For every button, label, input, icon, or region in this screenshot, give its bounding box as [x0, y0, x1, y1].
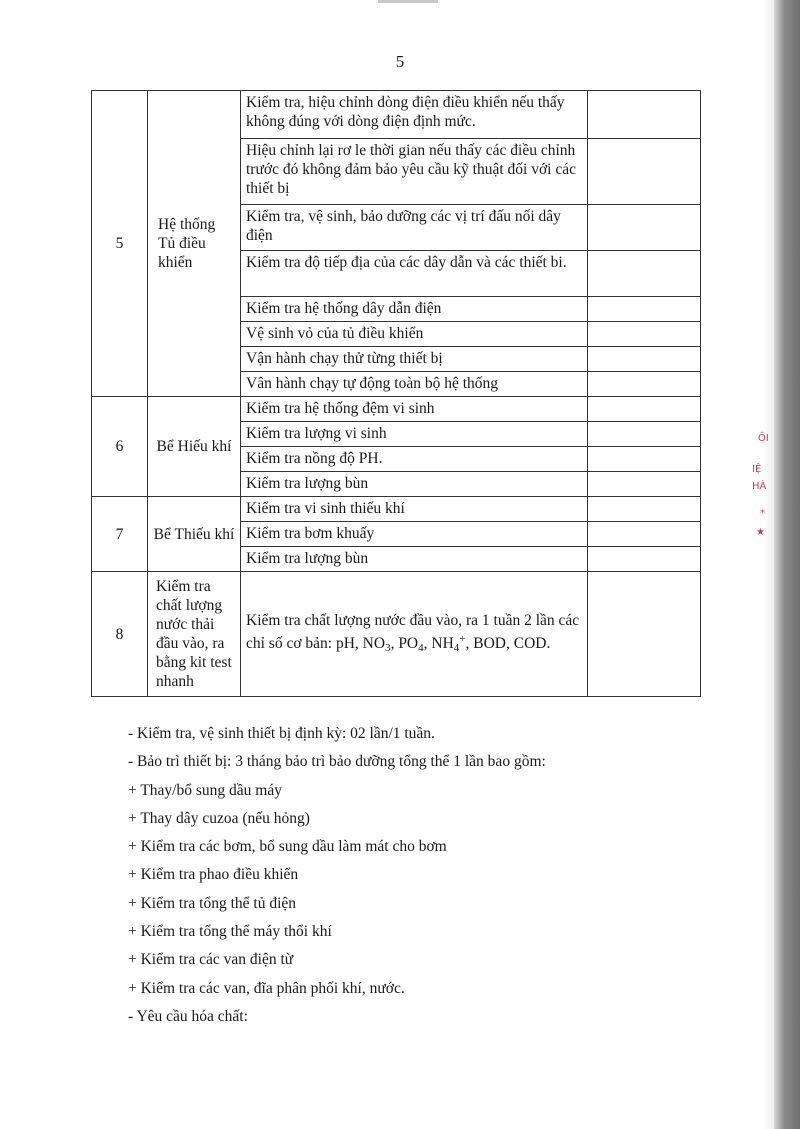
- note-line: - Bảo trì thiết bị: 3 tháng bảo trì bảo dưỡng tổng thể 1 lần bao gồm:: [128, 753, 546, 771]
- blank-cell: [588, 522, 701, 547]
- blank-cell: [588, 297, 701, 322]
- note-line: + Kiểm tra các bơm, bổ sung dầu làm mát cho bơm: [128, 838, 447, 856]
- subscript: 4: [453, 641, 460, 654]
- task-text: , PO: [390, 634, 419, 652]
- red-stamp-fragment: [752, 420, 774, 570]
- note-line: + Thay dây cuzoa (nếu hỏng): [128, 809, 310, 827]
- stamp-text: *: [760, 508, 765, 519]
- task-cell: Kiểm tra độ tiếp địa của các dây dẫn và các thiết bi.: [241, 251, 588, 297]
- note-line: + Kiểm tra các van điện từ: [128, 951, 294, 969]
- task-cell: Kiểm tra hệ thống đệm vi sinh: [241, 397, 588, 422]
- scan-top-mark: [378, 0, 438, 3]
- task-cell: Vệ sinh vỏ của tủ điều khiển: [241, 322, 588, 347]
- blank-cell: [588, 322, 701, 347]
- blank-cell: [588, 547, 701, 572]
- task-cell: Vận hành chạy thử từng thiết bị: [241, 347, 588, 372]
- task-cell: Kiểm tra lượng bùn: [241, 472, 588, 497]
- superscript: +: [459, 632, 466, 645]
- task-cell: Kiểm tra vi sinh thiếu khí: [241, 497, 588, 522]
- blank-cell: [588, 422, 701, 447]
- note-line: + Thay/bổ sung dầu máy: [128, 781, 282, 799]
- task-text: , BOD, COD.: [465, 634, 551, 652]
- note-line: - Yêu cầu hóa chất:: [128, 1007, 248, 1025]
- table-row: [92, 572, 701, 697]
- task-cell: Kiểm tra, hiệu chỉnh dòng điện điều khiển nếu thấy không đúng với dòng điện định mức.: [241, 91, 588, 139]
- blank-cell: [588, 497, 701, 522]
- subscript: 4: [418, 641, 424, 654]
- task-cell: Kiểm tra nồng độ PH.: [241, 447, 588, 472]
- task-text: , NH: [423, 634, 454, 652]
- blank-cell: [588, 347, 701, 372]
- row-number: 5: [92, 91, 148, 397]
- blank-cell: [588, 447, 701, 472]
- page-number: 5: [395, 52, 405, 71]
- blank-cell: [588, 205, 701, 251]
- stamp-star-icon: ★: [756, 527, 765, 538]
- subscript: 3: [385, 641, 391, 654]
- note-line: + Kiểm tra các van, đĩa phân phối khí, nước.: [128, 979, 405, 997]
- task-cell: Kiểm tra, vệ sinh, bảo dưỡng các vị trí đấu nối dây điện: [241, 205, 588, 251]
- row-number: 6: [92, 397, 148, 497]
- system-name: Kiểm tra chất lượng nước thải đầu vào, ra bằng kit test nhanh: [148, 572, 241, 697]
- table-row: [92, 497, 701, 522]
- task-cell: Kiểm tra bơm khuấy: [241, 522, 588, 547]
- row-number: 8: [92, 572, 148, 697]
- system-name: Hệ thống Tủ điều khiển: [148, 91, 241, 397]
- note-line: + Kiểm tra tổng thể tủ điện: [128, 894, 297, 912]
- stamp-text: ÔI: [758, 433, 769, 444]
- table-row: [92, 91, 701, 139]
- maintenance-table: [91, 90, 701, 697]
- blank-cell: [588, 397, 701, 422]
- blank-cell: [588, 91, 701, 139]
- blank-cell: [588, 251, 701, 297]
- task-cell: Vân hành chạy tự động toàn bộ hệ thống: [241, 372, 588, 397]
- task-text: Kiểm tra chất lượng nước đầu vào, ra 1 tuần 2 lần các chỉ số cơ bản: pH, NO: [246, 611, 580, 652]
- note-line: + Kiểm tra phao điều khiển: [128, 866, 299, 884]
- note-line: + Kiểm tra tổng thể máy thổi khí: [128, 923, 332, 941]
- row-number: 7: [92, 497, 148, 572]
- system-name: Bể Hiếu khí: [148, 397, 241, 497]
- task-cell: Kiểm tra hệ thống dây dẫn điện: [241, 297, 588, 322]
- blank-cell: [588, 372, 701, 397]
- scan-edge-shadow: [774, 0, 800, 1129]
- stamp-text: HÀ: [752, 481, 767, 492]
- maintenance-notes: [128, 720, 708, 1031]
- system-name: Bể Thiếu khí: [148, 497, 241, 572]
- task-cell: Kiểm tra lượng bùn: [241, 547, 588, 572]
- table-row: [92, 397, 701, 422]
- task-cell: Kiểm tra lượng vi sinh: [241, 422, 588, 447]
- task-cell: [241, 572, 588, 697]
- blank-cell: [588, 572, 701, 697]
- task-cell: Hiệu chỉnh lại rơ le thời gian nếu thấy các điều chỉnh trước đó không đảm bảo yêu cầu kỹ thuật đối với các thiết bị: [241, 139, 588, 205]
- note-line: - Kiểm tra, vệ sinh thiết bị định kỳ: 02 lần/1 tuần.: [128, 725, 435, 742]
- stamp-text: IỆ: [752, 464, 762, 475]
- blank-cell: [588, 472, 701, 497]
- blank-cell: [588, 139, 701, 205]
